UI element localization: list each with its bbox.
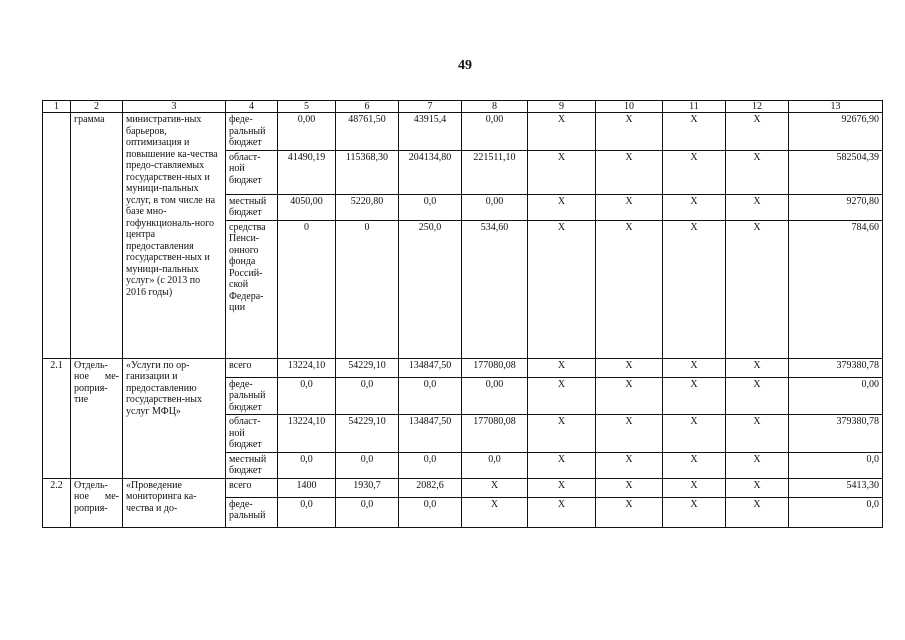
funding-source: средства Пенси-онного фонда Россий-ской Федера-ции [226,220,278,358]
value-cell: 9270,80 [789,194,883,220]
value-cell: X [596,478,663,497]
value-cell: 0,0 [789,497,883,527]
row-number [43,113,71,359]
funding-source: феде-ральный бюджет [226,377,278,415]
value-cell: X [663,415,726,453]
value-cell: X [462,497,528,527]
value-cell: X [726,478,789,497]
value-cell: 4050,00 [278,194,336,220]
value-cell: X [663,358,726,377]
item-name: «Услуги по ор-ганизации и предоставлению государствен-ных услуг МФЦ» [123,358,226,478]
funding-source: област-ной бюджет [226,150,278,194]
value-cell: 54229,10 [336,415,399,453]
table-row [43,478,883,497]
value-cell: 2082,6 [399,478,462,497]
value-cell: X [528,150,596,194]
value-cell: 5220,80 [336,194,399,220]
value-cell: 0,00 [278,113,336,151]
table-row [43,113,883,151]
value-cell: 13224,10 [278,358,336,377]
value-cell: X [663,220,726,358]
value-cell: 0,0 [399,497,462,527]
value-cell: 534,60 [462,220,528,358]
value-cell: X [596,150,663,194]
value-cell: X [663,377,726,415]
column-header: 5 [278,101,336,113]
item-status: Отдель-ное ме-роприя- [71,478,123,527]
value-cell: X [726,452,789,478]
row-number: 2.1 [43,358,71,478]
value-cell: 221511,10 [462,150,528,194]
value-cell: X [663,150,726,194]
value-cell: X [528,358,596,377]
value-cell: X [596,452,663,478]
value-cell: 0,0 [336,377,399,415]
value-cell: 0,0 [278,452,336,478]
value-cell: X [462,478,528,497]
value-cell: X [528,452,596,478]
funding-source: всего [226,478,278,497]
value-cell: 0 [336,220,399,358]
column-header: 11 [663,101,726,113]
row-number: 2.2 [43,478,71,527]
value-cell: X [663,478,726,497]
value-cell: 0,0 [399,194,462,220]
value-cell: X [528,478,596,497]
column-header: 9 [528,101,596,113]
value-cell: 784,60 [789,220,883,358]
value-cell: 41490,19 [278,150,336,194]
value-cell: X [726,150,789,194]
value-cell: X [596,358,663,377]
value-cell: 1400 [278,478,336,497]
funding-source: всего [226,358,278,377]
value-cell: X [663,113,726,151]
value-cell: 134847,50 [399,358,462,377]
value-cell: 0,0 [399,452,462,478]
column-header: 10 [596,101,663,113]
value-cell: 177080,08 [462,415,528,453]
value-cell: 0,0 [789,452,883,478]
value-cell: 0,00 [462,194,528,220]
budget-table [42,100,883,528]
value-cell: 177080,08 [462,358,528,377]
item-name: «Проведение мониторинга ка-чества и до- [123,478,226,527]
column-header: 3 [123,101,226,113]
value-cell: 0,0 [336,452,399,478]
value-cell: X [726,377,789,415]
value-cell: 0,0 [462,452,528,478]
column-header: 12 [726,101,789,113]
value-cell: X [663,452,726,478]
page-number: 49 [458,58,472,73]
value-cell: 92676,90 [789,113,883,151]
value-cell: X [726,113,789,151]
table-row [43,358,883,377]
item-status: Отдель-ное ме-роприя-тие [71,358,123,478]
value-cell: X [596,497,663,527]
value-cell: X [528,497,596,527]
value-cell: 115368,30 [336,150,399,194]
value-cell: 48761,50 [336,113,399,151]
value-cell: X [726,415,789,453]
value-cell: X [726,194,789,220]
funding-source: област-ной бюджет [226,415,278,453]
funding-source: феде-ральный бюджет [226,113,278,151]
value-cell: 0,0 [278,497,336,527]
value-cell: 379380,78 [789,358,883,377]
value-cell: 54229,10 [336,358,399,377]
funding-source: местный бюджет [226,452,278,478]
value-cell: 134847,50 [399,415,462,453]
value-cell: X [528,220,596,358]
value-cell: X [596,220,663,358]
value-cell: X [528,377,596,415]
value-cell: 204134,80 [399,150,462,194]
value-cell: 0,0 [278,377,336,415]
value-cell: 5413,30 [789,478,883,497]
value-cell: X [663,194,726,220]
value-cell: X [596,415,663,453]
column-header: 4 [226,101,278,113]
value-cell: X [596,194,663,220]
column-header: 13 [789,101,883,113]
value-cell: X [726,497,789,527]
value-cell: 0,00 [462,377,528,415]
value-cell: 0,00 [789,377,883,415]
item-status: грамма [71,113,123,359]
value-cell: 43915,4 [399,113,462,151]
value-cell: X [528,113,596,151]
item-name: министратив-ных барьеров, оптимизация и повышение ка-чества предо-ставляемых государствен-ных и муници-пальных услуг, в том числе на базе мно-гофункциональ-ного центра предоставления государствен-ных и муници-пальных услуг» (с 2013 по 2016 годы) [123,113,226,359]
value-cell: 0,0 [399,377,462,415]
value-cell: X [528,194,596,220]
value-cell: X [596,377,663,415]
funding-source: феде-ральный [226,497,278,527]
value-cell: 13224,10 [278,415,336,453]
funding-source: местный бюджет [226,194,278,220]
header-row [43,101,883,113]
column-header: 2 [71,101,123,113]
column-header: 7 [399,101,462,113]
column-header: 6 [336,101,399,113]
column-header: 8 [462,101,528,113]
value-cell: 379380,78 [789,415,883,453]
value-cell: 582504,39 [789,150,883,194]
value-cell: 0,0 [336,497,399,527]
value-cell: X [528,415,596,453]
value-cell: 0,00 [462,113,528,151]
value-cell: 250,0 [399,220,462,358]
value-cell: 0 [278,220,336,358]
column-header: 1 [43,101,71,113]
value-cell: X [726,358,789,377]
value-cell: X [726,220,789,358]
value-cell: X [663,497,726,527]
value-cell: X [596,113,663,151]
value-cell: 1930,7 [336,478,399,497]
